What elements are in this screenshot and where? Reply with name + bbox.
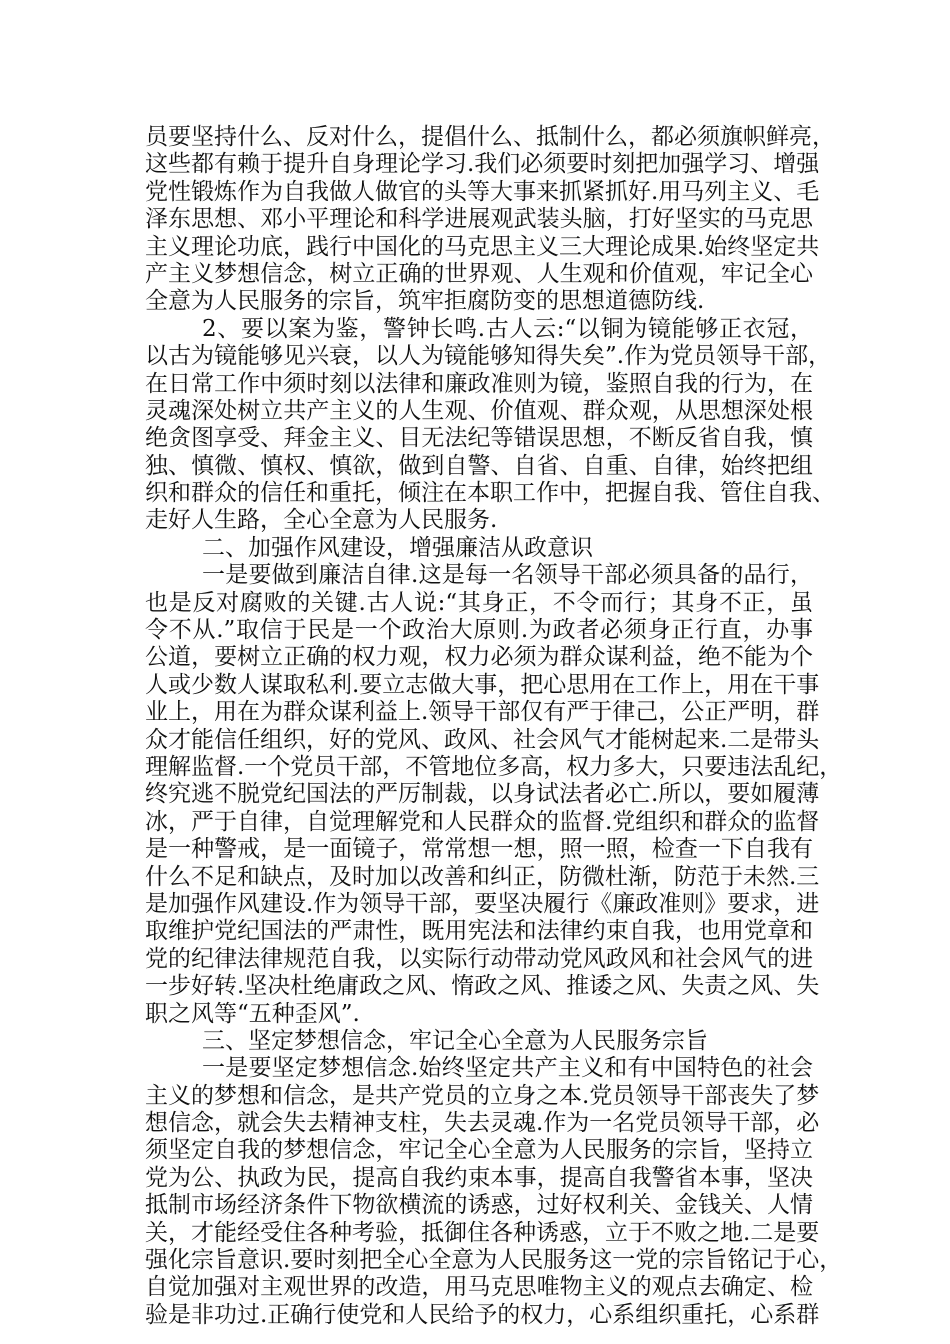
- text-line: 终究逃不脱党纪国法的严厉制裁，以身试法者必亡.所以，要如履薄: [145, 781, 820, 808]
- text-line: 一步好转.坚决杜绝庸政之风、惰政之风、推诿之风、失责之风、失: [145, 973, 820, 1000]
- text-line: 众才能信任组织，好的党风、政风、社会风气才能树起来.二是带头: [145, 726, 820, 753]
- text-line: 二、加强作风建设，增强廉洁从政意识: [202, 534, 593, 561]
- text-line: 泽东思想、邓小平理论和科学进展观武装头脑，打好坚实的马克思: [145, 206, 813, 233]
- document-body: [145, 124, 843, 1329]
- text-line: 独、慎微、慎权、慎欲，做到自警、自省、自重、自律，始终把组: [145, 452, 813, 479]
- text-line: 取维护党纪国法的严肃性，既用宪法和法律约束自我，也用党章和: [145, 918, 813, 945]
- text-line: 理解监督.一个党员干部，不管地位多高，权力多大，只要违法乱纪，: [145, 753, 843, 780]
- text-line: 令不从.”取信于民是一个政治大原则.为政者必须身正行直，办事: [145, 617, 813, 644]
- text-line: 党性锻炼作为自我做人做官的头等大事来抓紧抓好.用马列主义、毛: [145, 178, 820, 205]
- text-line: 想信念，就会失去精神支柱，失去灵魂.作为一名党员领导干部，必: [145, 1110, 820, 1137]
- text-line: 关，才能经受住各种考验，抵御住各种诱惑，立于不败之地.二是要: [145, 1219, 820, 1246]
- text-line: 人或少数人谋取私利.要立志做大事，把心思用在工作上，用在干事: [145, 671, 820, 698]
- text-line: 党的纪律法律规范自我，以实际行动带动党风政风和社会风气的进: [145, 945, 813, 972]
- text-line: 绝贪图享受、拜金主义、目无法纪等错误思想，不断反省自我，慎: [145, 425, 813, 452]
- text-line: 在日常工作中须时刻以法律和廉政准则为镜，鉴照自我的行为，在: [145, 370, 813, 397]
- text-line: 什么不足和缺点，及时加以改善和纠正，防微杜渐，防范于未然.三: [145, 863, 820, 890]
- text-line: 这些都有赖于提升自身理论学习.我们必须要时刻把加强学习、增强: [145, 151, 820, 178]
- text-line: 须坚定自我的梦想信念，牢记全心全意为人民服务的宗旨，坚持立: [145, 1137, 813, 1164]
- text-line: 是一种警戒，是一面镜子，常常想一想，照一照，检查一下自我有: [145, 836, 813, 863]
- text-line: 全意为人民服务的宗旨，筑牢拒腐防变的思想道德防线.: [145, 288, 705, 315]
- text-line: 产主义梦想信念，树立正确的世界观、人生观和价值观，牢记全心: [145, 260, 813, 287]
- text-line: 党为公、执政为民，提高自我约束本事，提高自我警省本事，坚决: [145, 1164, 813, 1191]
- text-line: 员要坚持什么、反对什么，提倡什么、抵制什么，都必须旗帜鲜亮，: [145, 124, 835, 150]
- text-line: 主义的梦想和信念，是共产党员的立身之本.党员领导干部丧失了梦: [145, 1082, 820, 1109]
- text-line: 业上，用在为群众谋利益上.领导干部仅有严于律己，公正严明，群: [145, 699, 820, 726]
- text-line: 抵制市场经济条件下物欲横流的诱惑，过好权利关、金钱关、人情: [145, 1192, 813, 1219]
- text-line: 自觉加强对主观世界的改造，用马克思唯物主义的观点去确定、检: [145, 1274, 813, 1301]
- text-line: 公道，要树立正确的权力观，权力必须为群众谋利益，绝不能为个: [145, 644, 813, 671]
- text-line: 走好人生路，全心全意为人民服务.: [145, 507, 498, 534]
- text-line: 织和群众的信任和重托，倾注在本职工作中，把握自我、管住自我、: [145, 480, 835, 507]
- text-line: 是加强作风建设.作为领导干部，要坚决履行《廉政准则》要求，进: [145, 890, 820, 917]
- text-line: 强化宗旨意识.要时刻把全心全意为人民服务这一党的宗旨铭记于心，: [145, 1247, 843, 1274]
- text-line: 职之风等“五种歪风”.: [145, 1000, 360, 1027]
- text-line: 也是反对腐败的关键.古人说:“其身正，不令而行；其身不正，虽: [145, 589, 813, 616]
- text-line: 2、要以案为鉴，警钟长鸣.古人云:“以铜为镜能够正衣冠，: [202, 315, 813, 342]
- text-line: 主义理论功底，践行中国化的马克思主义三大理论成果.始终坚定共: [145, 233, 820, 260]
- text-line: 冰，严于自律，自觉理解党和人民群众的监督.党组织和群众的监督: [145, 808, 820, 835]
- text-line: 灵魂深处树立共产主义的人生观、价值观、群众观，从思想深处根: [145, 397, 813, 424]
- text-line: 一是要坚定梦想信念.始终坚定共产主义和有中国特色的社会: [202, 1055, 813, 1082]
- text-line: 一是要做到廉洁自律.这是每一名领导干部必须具备的品行，: [202, 562, 813, 589]
- text-line: 以古为镜能够见兴衰，以人为镜能够知得失矣”.作为党员领导干部，: [145, 343, 832, 370]
- text-line: 验是非功过.正确行使党和人民给予的权力，心系组织重托，心系群: [145, 1301, 820, 1328]
- text-line: 三、坚定梦想信念，牢记全心全意为人民服务宗旨: [202, 1027, 708, 1054]
